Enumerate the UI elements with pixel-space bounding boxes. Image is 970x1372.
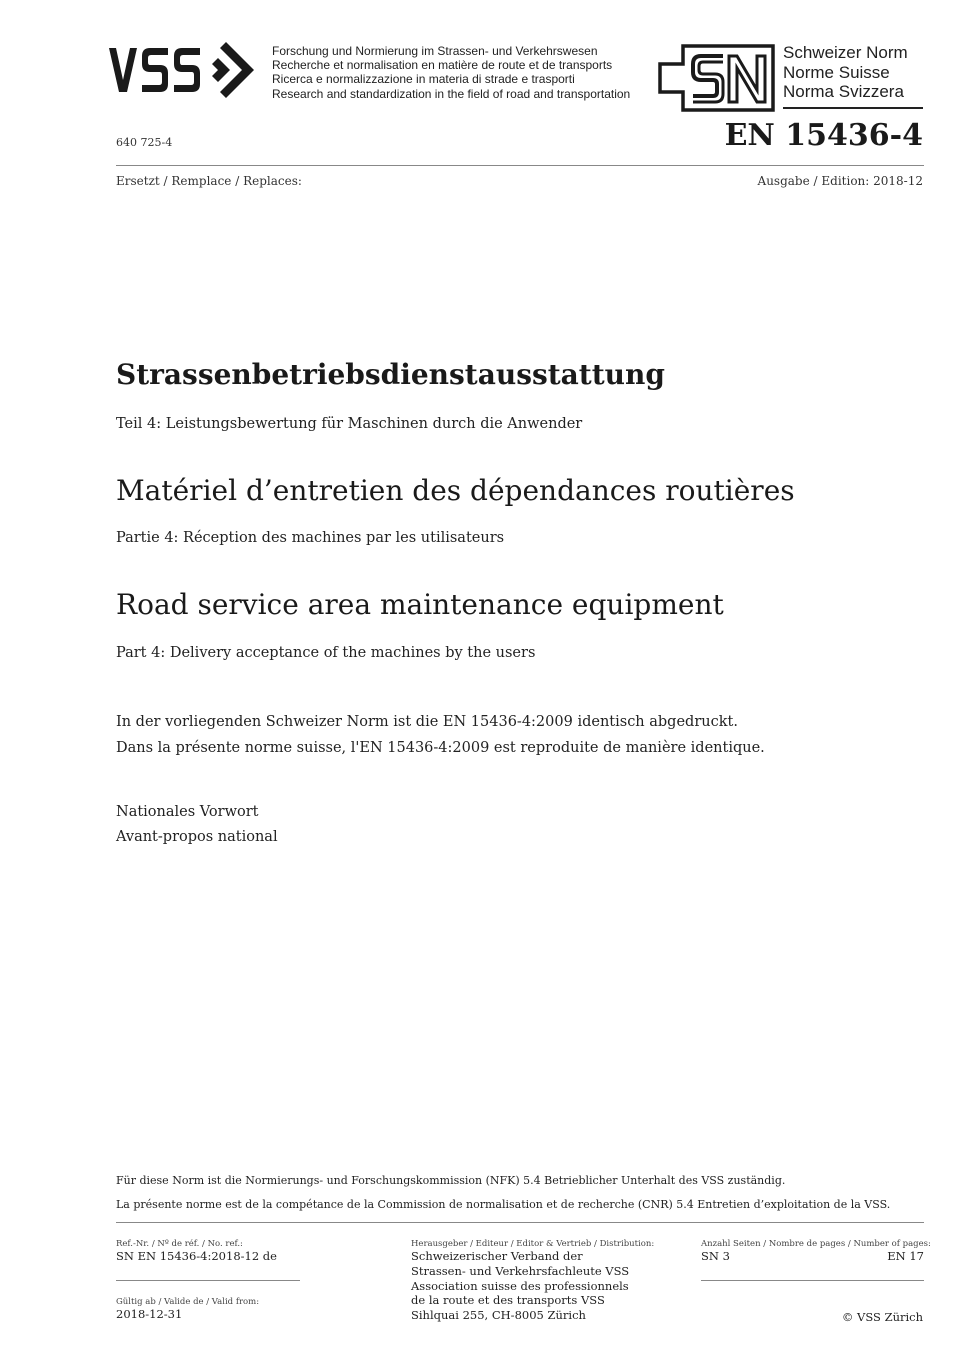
publisher-line: Strassen- und Verkehrsfachleute VSS xyxy=(411,1263,630,1278)
sn-name-de: Schweizer Norm xyxy=(783,43,908,62)
publisher-address xyxy=(411,1249,654,1323)
title-english: Road service area maintenance equipment xyxy=(116,588,724,621)
reference-value: SN EN 15436-4:2018-12 de xyxy=(116,1249,277,1263)
footer-divider xyxy=(116,1222,924,1223)
title-german: Strassenbetriebsdienstausstattung xyxy=(116,358,665,391)
vss-tagline-de: Forschung und Normierung im Strassen- und Verkehrswesen xyxy=(272,44,598,58)
page-count-label: Anzahl Seiten / Nombre de pages / Number of pages: xyxy=(701,1239,931,1249)
national-foreword xyxy=(116,800,278,850)
page-count-sn: SN 3 xyxy=(701,1249,730,1263)
committee-note-german: Für diese Norm ist die Normierungs- und Forschungskommission (NFK) 5.4 Betrieblicher Unterhalt des VSS zuständig. xyxy=(116,1174,786,1187)
sn-underline xyxy=(783,107,923,109)
page-count-block xyxy=(701,1239,931,1263)
subtitle-french: Partie 4: Réception des machines par les utilisateurs xyxy=(116,530,505,546)
publisher-block xyxy=(411,1239,654,1323)
vss-tagline-en: Research and standardization in the field of road and transportation xyxy=(272,86,631,101)
vss-tagline xyxy=(272,44,652,101)
publisher-line: de la route et des transports VSS xyxy=(411,1293,605,1308)
subtitle-english: Part 4: Delivery acceptance of the machines by the users xyxy=(116,645,536,661)
publisher-line: Association suisse des professionnels xyxy=(411,1278,629,1293)
publisher-label: Herausgeber / Editeur / Editor & Vertrieb / Distribution: xyxy=(411,1239,655,1249)
publisher-line: Schweizerischer Verband der xyxy=(411,1249,583,1263)
page-count-en: EN 17 xyxy=(887,1249,924,1263)
reference-divider xyxy=(116,1280,300,1281)
committee-note-french: La présente norme est de la compétance de la Commission de normalisation et de recherche (CNR) 5.4 Entretien d’exploitation de la VSS. xyxy=(116,1198,891,1211)
valid-from-label: Gültig ab / Valide de / Valid from: xyxy=(116,1297,260,1307)
sn-name-it: Norma Svizzera xyxy=(783,82,904,101)
valid-from-block xyxy=(116,1297,259,1321)
vss-tagline-fr: Recherche et normalisation en matière de route et de transports xyxy=(272,58,613,73)
sn-name xyxy=(783,43,908,102)
reference-block xyxy=(116,1239,277,1263)
replaces-label: Ersetzt / Remplace / Replaces: xyxy=(116,174,302,188)
foreword-french: Avant-propos national xyxy=(116,829,278,845)
page-count-divider xyxy=(701,1280,924,1281)
vss-tagline-it: Ricerca e normalizzazione in materia di strade e trasporti xyxy=(272,72,575,87)
sn-name-fr: Norme Suisse xyxy=(783,62,890,82)
document-code: 640 725-4 xyxy=(116,136,173,149)
vss-logo xyxy=(108,40,268,100)
statement-french: Dans la présente norme suisse, l'EN 15436-4:2009 est reproduite de manière identique. xyxy=(116,740,765,756)
publisher-line: Sihlquai 255, CH-8005 Zürich xyxy=(411,1308,586,1323)
edition-label: Ausgabe / Edition: 2018-12 xyxy=(757,174,923,188)
committee-note xyxy=(116,1169,890,1217)
subtitle-german: Teil 4: Leistungsbewertung für Maschinen durch die Anwender xyxy=(116,416,583,432)
header-divider xyxy=(116,165,924,166)
reference-label: Ref.-Nr. / Nº de réf. / No. ref.: xyxy=(116,1239,243,1249)
page-count-values xyxy=(701,1249,924,1263)
standard-number: EN 15436-4 xyxy=(724,118,923,153)
sn-logo xyxy=(657,44,775,112)
foreword-german: Nationales Vorwort xyxy=(116,804,259,820)
copyright: © VSS Zürich xyxy=(841,1310,923,1324)
statement-german: In der vorliegenden Schweizer Norm ist die EN 15436-4:2009 identisch abgedruckt. xyxy=(116,714,738,730)
identity-statement xyxy=(116,709,765,761)
valid-from-value: 2018-12-31 xyxy=(116,1307,183,1321)
title-french: Matériel d’entretien des dépendances routières xyxy=(116,474,795,507)
